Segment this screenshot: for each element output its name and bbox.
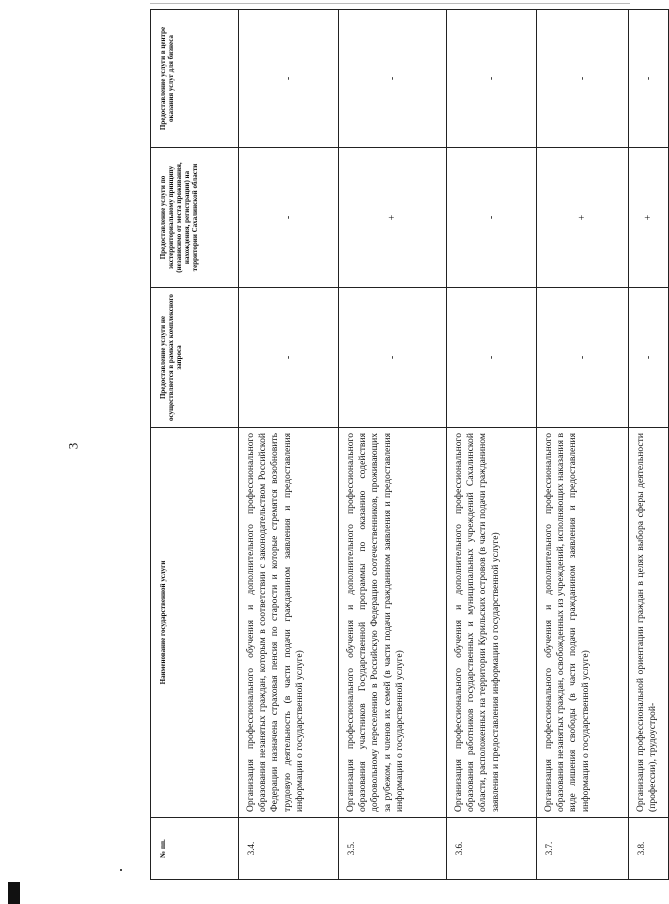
row-extraterritorial-mark: + [629,148,669,288]
row-number: 3.6. [447,818,537,880]
scan-artifact [8,882,20,904]
table-header-row [151,10,239,880]
row-business-center-mark: - [339,10,447,148]
top-scan-line [150,3,630,4]
row-extraterritorial-mark: + [339,148,447,288]
row-service-name: Организация профессионального обучения и дополнительного профессионального образования работников государственных и муниципальных учреждений Сахалинской области, расположенных на территории Курильских островов (в части подачи гражданином заявления и предоставления информации о государственной услуге) [447,428,537,818]
row-service-name: Организация профессионального обучения и дополнительного профессионального образования участников Государственной программы по оказанию содействия добровольному переселению в Российскую Федерацию соотечественников, проживающих за рубежом, и членов их семей (в части подачи гражданином заявления и предоставления информации о государственной услуге) [339,428,447,818]
row-complex-mark: - [339,288,447,428]
row-extraterritorial-mark: - [447,148,537,288]
row-complex-mark: - [447,288,537,428]
row-number: 3.4. [239,818,339,880]
row-number: 3.5. [339,818,447,880]
row-business-center-mark: - [537,10,629,148]
row-complex-mark: - [239,288,339,428]
header-business-center: Предоставление услуги в центре оказания услуг для бизнеса [151,10,239,148]
row-extraterritorial-mark: - [239,148,339,288]
row-number: 3.8. [629,818,669,880]
row-extraterritorial-mark: + [537,148,629,288]
row-complex-mark: - [537,288,629,428]
row-complex-mark: - [629,288,669,428]
rotated-table-wrapper [150,10,659,880]
table-row [629,10,669,880]
services-table [150,9,669,880]
row-service-name: Организация профессиональной ориентации граждан в целях выбора сферы деятельности (профессии), трудоустрой- [629,428,669,818]
header-extraterritorial: Предоставление услуги по экстерриториальному принципу (независимо от места проживания, нахождения, регистрации) на территории Сахалинской области [151,148,239,288]
header-complex-request: Предоставление услуги не осуществляется в рамках комплексного запроса [151,288,239,428]
row-number: 3.7. [537,818,629,880]
header-service-name: Наименование государственной услуги [151,428,239,818]
scan-speck [120,869,122,871]
row-business-center-mark: - [629,10,669,148]
row-business-center-mark: - [239,10,339,148]
row-service-name: Организация профессионального обучения и дополнительного профессионального образования незанятых граждан, освобожденных из учреждений, исполняющих наказания в виде лишения свободы (в части подачи гражданином заявления и предоставления информации о государственной услуге) [537,428,629,818]
table-row [537,10,629,880]
table-row [447,10,537,880]
row-business-center-mark: - [447,10,537,148]
header-num: № пп. [151,818,239,880]
table-row [239,10,339,880]
table-row [339,10,447,880]
row-service-name: Организация профессионального обучения и дополнительного профессионального образования незанятых граждан, которым в соответствии с законодательством Российской Федерации назначена страховая пенсия по старости и которые стремятся возобновить трудовую деятельность (в части подачи гражданином заявления и предоставления информации о государственной услуге) [239,428,339,818]
page-number: 3 [65,442,81,450]
